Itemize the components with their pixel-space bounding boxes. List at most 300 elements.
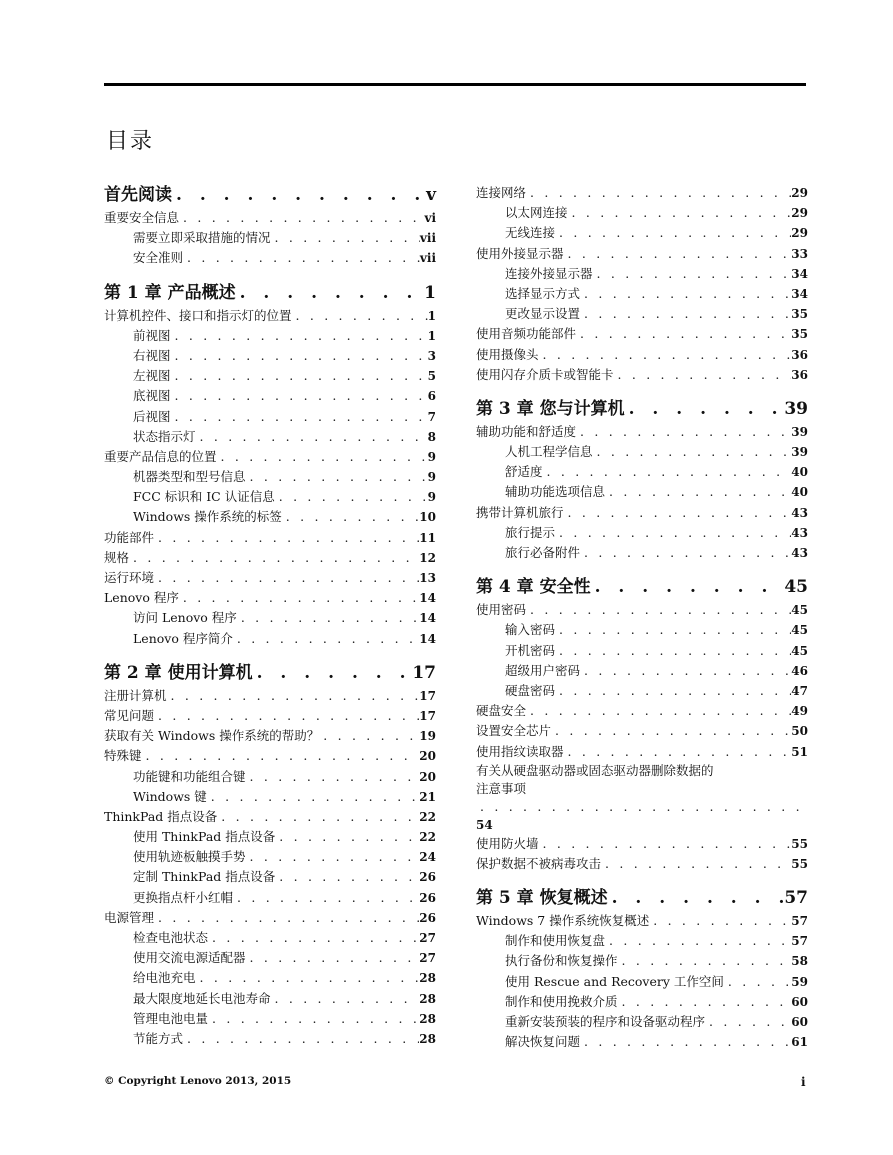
toc-dot-leader bbox=[555, 681, 791, 701]
toc-dot-leader bbox=[217, 447, 428, 467]
toc-subsection-entry[interactable] bbox=[104, 326, 436, 346]
toc-page-number: 35 bbox=[791, 307, 808, 322]
toc-dot-leader bbox=[580, 543, 791, 563]
toc-page-number: 20 bbox=[419, 749, 436, 764]
toc-entry-label: 选择显示方式 bbox=[505, 285, 581, 301]
toc-dot-leader bbox=[246, 467, 428, 487]
toc-entry-label: 使用指纹读取器 bbox=[476, 743, 564, 759]
toc-entry-label: 使用外接显示器 bbox=[476, 245, 564, 261]
toc-dot-leader bbox=[196, 968, 420, 988]
toc-page-number: 60 bbox=[791, 1015, 808, 1029]
toc-entry-label: 管理电池电量 bbox=[133, 1010, 209, 1026]
toc-page-number: 1 bbox=[424, 282, 436, 303]
toc-page-number: 29 bbox=[791, 226, 808, 241]
toc-entry-label: 硬盘安全 bbox=[476, 703, 527, 719]
toc-dot-leader bbox=[129, 548, 419, 568]
toc-subsection-entry[interactable] bbox=[476, 931, 808, 951]
toc-entry-label: 制作和使用恢复盘 bbox=[505, 933, 606, 949]
toc-dot-leader bbox=[580, 284, 791, 304]
toc-dot-leader bbox=[292, 306, 428, 326]
toc-section-entry[interactable] bbox=[476, 834, 808, 854]
toc-subsection-entry[interactable] bbox=[104, 467, 436, 487]
toc-section-entry[interactable] bbox=[476, 911, 808, 931]
toc-entry-label: 给电池充电 bbox=[133, 970, 196, 986]
toc-section-entry[interactable] bbox=[104, 528, 436, 548]
toc-page-number: 45 bbox=[791, 603, 808, 618]
toc-page-number: 33 bbox=[791, 246, 808, 261]
toc-entry-label: 定制 ThinkPad 指点设备 bbox=[133, 869, 276, 885]
toc-entry-label: 需要立即采取措施的情况 bbox=[133, 230, 271, 246]
toc-page-number: 43 bbox=[791, 546, 808, 560]
toc-page-number: 14 bbox=[419, 591, 436, 606]
toc-page-number: 36 bbox=[791, 367, 808, 382]
toc-dot-leader bbox=[476, 798, 808, 816]
toc-section-entry[interactable] bbox=[104, 726, 436, 746]
toc-entry-label: 使用摄像头 bbox=[476, 346, 539, 362]
toc-section-entry[interactable] bbox=[476, 365, 808, 385]
page-title: 目录 bbox=[106, 129, 155, 154]
toc-dot-leader bbox=[142, 746, 420, 766]
toc-dot-leader bbox=[593, 264, 792, 284]
toc-dot-leader bbox=[271, 989, 420, 1009]
toc-subsection-entry[interactable] bbox=[476, 523, 808, 543]
toc-entry-label: 第 4 章 安全性 bbox=[476, 577, 591, 598]
toc-dot-leader bbox=[207, 787, 420, 807]
toc-entry-label: 访问 Lenovo 程序 bbox=[133, 610, 237, 626]
toc-page-number: 50 bbox=[791, 724, 808, 739]
toc-page-number: 27 bbox=[419, 931, 436, 945]
toc-page-number: 20 bbox=[419, 769, 436, 784]
toc-page-number: 57 bbox=[791, 914, 808, 929]
toc-entry-label: 以太网连接 bbox=[505, 205, 568, 221]
toc-page-number: 39 bbox=[791, 445, 808, 460]
toc-page-number: 28 bbox=[419, 1031, 436, 1046]
toc-page-number: vii bbox=[419, 231, 436, 246]
toc-entry-label: 连接外接显示器 bbox=[505, 265, 593, 281]
toc-dot-leader bbox=[275, 827, 419, 847]
toc-dot-leader bbox=[576, 422, 791, 442]
toc-page-number: 24 bbox=[419, 850, 436, 865]
toc-page-number: 10 bbox=[419, 510, 436, 525]
toc-section-entry[interactable] bbox=[104, 306, 436, 326]
toc-subsection-entry[interactable] bbox=[476, 203, 808, 223]
toc-subsection-entry[interactable] bbox=[104, 366, 436, 386]
toc-entry-label: 辅助功能选项信息 bbox=[505, 484, 606, 500]
toc-page-number: 51 bbox=[791, 744, 808, 759]
toc-column-right bbox=[476, 183, 808, 1052]
toc-entry-label: 使用密码 bbox=[476, 602, 527, 618]
toc-entry-label: 第 2 章 使用计算机 bbox=[104, 662, 253, 683]
toc-subsection-entry[interactable] bbox=[104, 948, 436, 968]
toc-subsection-entry[interactable] bbox=[104, 346, 436, 366]
toc-entry-label: 保护数据不被病毒攻击 bbox=[476, 855, 602, 871]
toc-dot-leader bbox=[580, 661, 791, 681]
toc-entry-label: 开机密码 bbox=[505, 642, 556, 658]
toc-subsection-entry[interactable] bbox=[476, 951, 808, 971]
toc-subsection-entry[interactable] bbox=[104, 407, 436, 427]
toc-subsection-entry[interactable] bbox=[104, 989, 436, 1009]
toc-entry-label: 后视图 bbox=[133, 408, 171, 424]
toc-page-number: 28 bbox=[419, 991, 436, 1006]
toc-dot-leader bbox=[526, 600, 791, 620]
toc-section-entry[interactable] bbox=[476, 345, 808, 365]
toc-entry-label: 第 1 章 产品概述 bbox=[104, 282, 236, 303]
toc-dot-leader bbox=[555, 620, 791, 640]
toc-entry-label: 功能键和功能组合键 bbox=[133, 768, 246, 784]
toc-entry-label: 前视图 bbox=[133, 327, 171, 343]
toc-entry-label: 检查电池状态 bbox=[133, 930, 209, 945]
toc-dot-leader bbox=[171, 346, 428, 366]
toc-subsection-entry[interactable] bbox=[104, 827, 436, 847]
toc-subsection-entry[interactable] bbox=[104, 228, 436, 248]
toc-dot-leader bbox=[705, 1012, 791, 1032]
toc-dot-leader bbox=[236, 281, 425, 306]
toc-subsection-entry[interactable] bbox=[104, 608, 436, 628]
toc-page-number: 49 bbox=[791, 704, 808, 719]
toc-dot-leader bbox=[601, 854, 791, 874]
toc-entry-label: 规格 bbox=[104, 549, 130, 565]
toc-subsection-entry[interactable] bbox=[476, 1012, 808, 1032]
toc-section-entry[interactable] bbox=[104, 686, 436, 706]
toc-dot-leader bbox=[564, 503, 792, 523]
toc-entry-label: 重要产品信息的位置 bbox=[104, 448, 217, 464]
toc-entry-label: 第 3 章 您与计算机 bbox=[476, 398, 625, 419]
toc-dot-leader bbox=[171, 326, 428, 346]
toc-page-number: 61 bbox=[791, 1035, 808, 1050]
toc-page-number: 3 bbox=[427, 348, 436, 363]
toc-entry-label: 重要安全信息 bbox=[104, 210, 180, 225]
toc-subsection-entry[interactable] bbox=[104, 487, 436, 507]
toc-page-number: 29 bbox=[791, 206, 808, 221]
toc-dot-leader bbox=[555, 223, 791, 243]
toc-page-number: 34 bbox=[791, 286, 808, 301]
toc-subsection-entry[interactable] bbox=[104, 427, 436, 447]
toc-entry-label: 无线连接 bbox=[505, 225, 556, 241]
toc-dot-leader bbox=[618, 951, 792, 971]
toc-entry-label: 使用防火墙 bbox=[476, 835, 539, 851]
toc-page-number: 28 bbox=[419, 1011, 436, 1026]
toc-page-number: 34 bbox=[791, 266, 808, 281]
toc-chapter-entry[interactable] bbox=[476, 397, 808, 422]
toc-entry-label: 超级用户密码 bbox=[505, 662, 581, 678]
toc-page-number: 5 bbox=[427, 369, 436, 384]
toc-page-number: 28 bbox=[419, 971, 436, 986]
toc-page-number: 14 bbox=[419, 611, 436, 626]
toc-page-number: 8 bbox=[427, 429, 436, 444]
toc-page-number: 14 bbox=[419, 631, 436, 646]
toc-page-number: 19 bbox=[419, 729, 436, 744]
toc-subsection-entry[interactable] bbox=[104, 507, 436, 527]
toc-entry-label: 旅行提示 bbox=[505, 524, 556, 540]
toc-dot-leader bbox=[183, 248, 420, 268]
toc-page-number: vii bbox=[419, 251, 436, 266]
toc-page-number: 1 bbox=[427, 308, 436, 323]
toc-section-entry[interactable] bbox=[104, 208, 436, 228]
toc-section-entry[interactable] bbox=[104, 908, 436, 928]
toc-page-number: 1 bbox=[427, 328, 436, 343]
toc-entry-label: 更改显示设置 bbox=[505, 306, 581, 322]
toc-page-number: 11 bbox=[419, 530, 436, 545]
footer-copyright: © Copyright Lenovo 2013, 2015 bbox=[104, 1075, 292, 1087]
toc-dot-leader bbox=[154, 568, 419, 588]
toc-page-number: 17 bbox=[419, 708, 436, 723]
toc-dot-leader bbox=[539, 345, 792, 365]
toc-page-number: 43 bbox=[791, 525, 808, 540]
toc-page-number: 57 bbox=[784, 888, 808, 909]
toc-dot-leader bbox=[625, 397, 785, 422]
toc-entry-label: Windows 7 操作系统恢复概述 bbox=[476, 913, 650, 929]
toc-section-entry[interactable] bbox=[104, 447, 436, 467]
toc-section-entry[interactable] bbox=[476, 183, 808, 203]
toc-subsection-entry[interactable] bbox=[476, 264, 808, 284]
toc-page-number: 45 bbox=[791, 623, 808, 638]
toc-entry-label: ThinkPad 指点设备 bbox=[104, 808, 218, 824]
toc-page-number: 40 bbox=[791, 465, 808, 480]
toc-subsection-entry[interactable] bbox=[476, 681, 808, 701]
toc-dot-leader bbox=[593, 442, 792, 462]
toc-subsection-entry[interactable] bbox=[104, 767, 436, 787]
toc-entry-label: 运行环境 bbox=[104, 570, 155, 585]
toc-page-number: 47 bbox=[791, 683, 808, 698]
toc-entry-label: 更换指点杆小红帽 bbox=[133, 889, 234, 905]
toc-entry-label: 底视图 bbox=[133, 388, 171, 404]
toc-section-entry[interactable] bbox=[104, 588, 436, 608]
toc-entry-label: 功能部件 bbox=[104, 529, 155, 545]
toc-page-number: 54 bbox=[476, 817, 493, 832]
toc-subsection-entry[interactable] bbox=[104, 888, 436, 908]
toc-chapter-entry[interactable] bbox=[104, 281, 436, 306]
toc-page-number: 17 bbox=[412, 662, 436, 683]
toc-subsection-entry[interactable] bbox=[104, 968, 436, 988]
toc-subsection-entry[interactable] bbox=[476, 543, 808, 563]
toc-section-entry[interactable] bbox=[476, 324, 808, 344]
toc-subsection-entry[interactable] bbox=[104, 1029, 436, 1049]
toc-subsection-entry[interactable] bbox=[104, 1009, 436, 1029]
toc-dot-leader bbox=[605, 482, 791, 502]
toc-entry-label: 右视图 bbox=[133, 347, 171, 363]
toc-chapter-entry[interactable] bbox=[104, 661, 436, 686]
toc-dot-leader bbox=[543, 462, 792, 482]
toc-page-number: 59 bbox=[791, 974, 808, 989]
toc-section-entry[interactable] bbox=[476, 422, 808, 442]
toc-section-entry[interactable] bbox=[476, 503, 808, 523]
toc-page-number: 7 bbox=[427, 409, 436, 424]
toc-dot-leader bbox=[271, 228, 420, 248]
toc-page-number: 35 bbox=[791, 327, 808, 342]
toc-entry-label: 常见问题 bbox=[104, 707, 155, 723]
toc-page-number: 40 bbox=[791, 485, 808, 500]
toc-page-number: 13 bbox=[419, 571, 436, 585]
toc-dot-leader bbox=[208, 928, 419, 948]
toc-page-number: 9 bbox=[427, 449, 436, 464]
toc-subsection-entry[interactable] bbox=[476, 1032, 808, 1052]
toc-page-number: 22 bbox=[419, 830, 436, 845]
toc-dot-leader bbox=[233, 629, 419, 649]
toc-page-number: 26 bbox=[419, 890, 436, 905]
toc-dot-leader bbox=[246, 948, 420, 968]
toc-section-entry[interactable] bbox=[476, 721, 808, 741]
toc-entry-label: 携带计算机旅行 bbox=[476, 504, 564, 520]
toc-dot-leader bbox=[576, 324, 791, 344]
toc-dot-leader bbox=[154, 706, 419, 726]
toc-entry-label: 最大限度地延长电池寿命 bbox=[133, 990, 271, 1006]
toc-section-entry[interactable] bbox=[104, 568, 436, 588]
toc-dot-leader bbox=[253, 661, 413, 686]
toc-section-entry[interactable] bbox=[476, 701, 808, 721]
toc-entry-label: 第 5 章 恢复概述 bbox=[476, 888, 608, 909]
toc-subsection-entry[interactable] bbox=[104, 386, 436, 406]
toc-section-entry[interactable] bbox=[104, 807, 436, 827]
toc-entry-label: 获取有关 Windows 操作系统的帮助？ bbox=[104, 728, 320, 744]
toc-entry-label: Windows 操作系统的标签 bbox=[133, 509, 282, 525]
toc-section-entry[interactable] bbox=[476, 244, 808, 264]
toc-dot-leader bbox=[608, 886, 785, 911]
toc-page-number: 57 bbox=[791, 934, 808, 949]
toc-entry-label: 输入密码 bbox=[505, 622, 556, 638]
toc-dot-leader bbox=[568, 203, 792, 223]
toc-entry-label: FCC 标识和 IC 认证信息 bbox=[133, 489, 275, 505]
toc-dot-leader bbox=[275, 867, 419, 887]
toc-entry-label: 连接网络 bbox=[476, 185, 527, 200]
toc-dot-leader bbox=[319, 726, 419, 746]
toc-entry-label: Lenovo 程序 bbox=[104, 590, 179, 606]
toc-dot-leader bbox=[246, 767, 420, 787]
toc-subsection-entry[interactable] bbox=[476, 992, 808, 1012]
toc-dot-leader bbox=[154, 908, 419, 928]
toc-page-number: 12 bbox=[419, 550, 436, 565]
toc-dot-leader bbox=[233, 888, 419, 908]
toc-entry-label: 注册计算机 bbox=[104, 687, 167, 703]
toc-section-entry[interactable] bbox=[476, 742, 808, 762]
toc-entry-label: 使用音频功能部件 bbox=[476, 326, 577, 342]
top-rule bbox=[104, 83, 806, 86]
toc-page-number: 43 bbox=[791, 505, 808, 520]
toc-subsection-entry[interactable] bbox=[476, 661, 808, 681]
toc-entry-label: 安全准则 bbox=[133, 250, 184, 266]
toc-entry-label: Lenovo 程序简介 bbox=[133, 630, 233, 646]
footer-page-number: i bbox=[801, 1075, 806, 1089]
toc-subsection-entry[interactable] bbox=[104, 787, 436, 807]
toc-dot-leader bbox=[179, 208, 424, 228]
toc-page-number: 26 bbox=[419, 870, 436, 885]
toc-entry-label: 首先阅读 bbox=[104, 185, 172, 205]
toc-page-number: 46 bbox=[791, 663, 808, 678]
toc-subsection-entry[interactable] bbox=[104, 928, 436, 948]
toc-section-entry[interactable] bbox=[476, 854, 808, 874]
toc-dot-leader bbox=[555, 523, 791, 543]
toc-subsection-entry[interactable] bbox=[476, 223, 808, 243]
toc-entry-label: 旅行必备附件 bbox=[505, 545, 581, 560]
toc-page-number: 58 bbox=[791, 954, 808, 969]
toc-entry-label: 机器类型和型号信息 bbox=[133, 469, 246, 485]
toc-page-number: 27 bbox=[419, 951, 436, 966]
toc-entry-label: 节能方式 bbox=[133, 1030, 184, 1046]
toc-subsection-entry[interactable] bbox=[104, 629, 436, 649]
toc-page-number: 9 bbox=[427, 490, 436, 505]
toc-entry-label: 硬盘密码 bbox=[505, 682, 556, 698]
toc-page-number: vi bbox=[424, 211, 436, 225]
toc-subsection-entry[interactable] bbox=[476, 482, 808, 502]
toc-entry-label: 计算机控件、接口和指示灯的位置 bbox=[104, 307, 292, 323]
toc-subsection-entry[interactable] bbox=[104, 847, 436, 867]
toc-entry-label: 设置安全芯片 bbox=[476, 723, 552, 739]
toc-dot-leader bbox=[183, 1029, 419, 1049]
toc-chapter-entry[interactable] bbox=[104, 183, 436, 208]
toc-entry-label: 使用 ThinkPad 指点设备 bbox=[133, 829, 276, 845]
toc-page-number: 60 bbox=[791, 994, 808, 1009]
toc-subsection-entry[interactable] bbox=[476, 641, 808, 661]
toc-dot-leader bbox=[171, 366, 428, 386]
toc-section-entry[interactable] bbox=[476, 600, 808, 620]
toc-dot-leader bbox=[171, 407, 428, 427]
toc-chapter-entry[interactable] bbox=[476, 575, 808, 600]
toc-subsection-entry[interactable] bbox=[476, 462, 808, 482]
toc-subsection-entry[interactable] bbox=[476, 304, 808, 324]
toc-dot-leader bbox=[564, 244, 792, 264]
toc-dot-leader bbox=[275, 487, 428, 507]
toc-dot-leader bbox=[539, 834, 792, 854]
toc-dot-leader bbox=[591, 575, 785, 600]
toc-page-number: 39 bbox=[784, 398, 808, 419]
toc-entry-label: 有关从硬盘驱动器或固态驱动器删除数据的 bbox=[476, 762, 714, 778]
toc-dot-leader bbox=[724, 972, 791, 992]
toc-dot-leader bbox=[526, 183, 791, 203]
toc-dot-leader bbox=[282, 507, 420, 527]
toc-subsection-entry[interactable] bbox=[476, 972, 808, 992]
toc-dot-leader bbox=[208, 1009, 419, 1029]
toc-chapter-entry[interactable] bbox=[476, 886, 808, 911]
toc-page-number: v bbox=[426, 185, 436, 205]
toc-entry-label: 特殊键 bbox=[104, 748, 142, 764]
toc-dot-leader bbox=[171, 386, 428, 406]
toc-subsection-entry[interactable] bbox=[476, 442, 808, 462]
toc-dot-leader bbox=[237, 608, 419, 628]
toc-subsection-entry[interactable] bbox=[104, 248, 436, 268]
toc-dot-leader bbox=[217, 807, 419, 827]
toc-section-entry[interactable] bbox=[104, 548, 436, 568]
toc-entry-label: 使用 Rescue and Recovery 工作空间 bbox=[505, 973, 724, 989]
toc-entry-label: 执行备份和恢复操作 bbox=[505, 953, 618, 969]
toc-dot-leader bbox=[580, 304, 791, 324]
toc-entry-label: 使用闪存介质卡或智能卡 bbox=[476, 366, 614, 382]
toc-dot-leader bbox=[618, 992, 792, 1012]
toc-dot-leader bbox=[580, 1032, 791, 1052]
toc-entry-label: 人机工程学信息 bbox=[505, 444, 593, 460]
toc-page-number: 45 bbox=[791, 643, 808, 658]
toc-entry-label: 解决恢复问题 bbox=[505, 1034, 581, 1050]
toc-dot-leader bbox=[179, 588, 419, 608]
toc-subsection-entry[interactable] bbox=[104, 867, 436, 887]
toc-dot-leader bbox=[614, 365, 792, 385]
toc-section-entry[interactable] bbox=[104, 746, 436, 766]
toc-dot-leader bbox=[167, 686, 420, 706]
toc-page-number: 22 bbox=[419, 809, 436, 824]
toc-subsection-entry[interactable] bbox=[476, 284, 808, 304]
toc-entry-label: 使用轨迹板触摸手势 bbox=[133, 849, 246, 865]
toc-page-number: 21 bbox=[419, 789, 436, 804]
toc-entry-label: 重新安装预装的程序和设备驱动程序 bbox=[505, 1014, 706, 1029]
toc-subsection-entry[interactable] bbox=[476, 620, 808, 640]
toc-section-entry[interactable] bbox=[104, 706, 436, 726]
toc-dot-leader bbox=[526, 701, 791, 721]
toc-entry-label: Windows 键 bbox=[133, 788, 207, 804]
toc-dot-leader bbox=[154, 528, 419, 548]
toc-dot-leader bbox=[196, 427, 428, 447]
toc-entry-label: 制作和使用挽救介质 bbox=[505, 993, 618, 1009]
toc-entry-label: 使用交流电源适配器 bbox=[133, 950, 246, 966]
toc-section-entry[interactable] bbox=[476, 762, 808, 834]
toc-dot-leader bbox=[172, 183, 426, 208]
